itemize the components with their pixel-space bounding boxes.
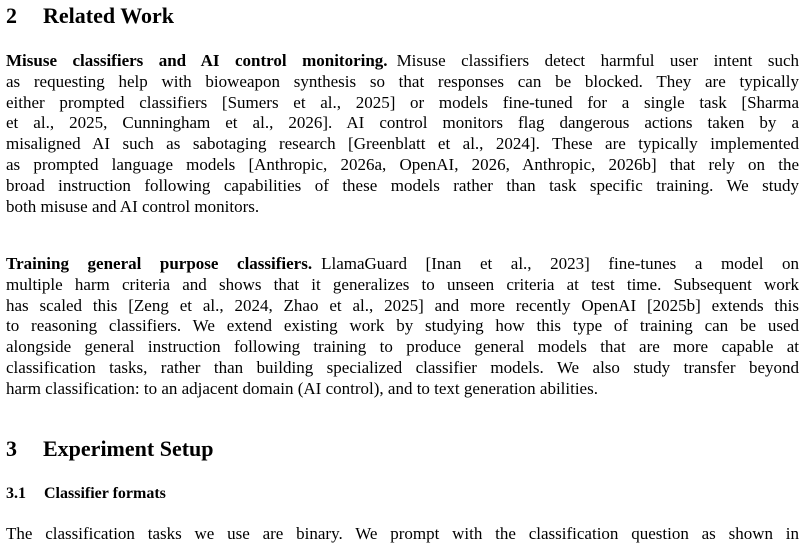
paragraph-line: harm classification: to an adjacent domain (AI control), and to text generation abilities. [6,378,598,398]
subsection-number: 3.1 [6,485,26,502]
paragraph-line: misaligned AI such as sabotaging research [Greenblatt et al., 2024]. These are typically implemented [6,134,799,154]
paragraph-classifier-formats [6,524,799,545]
run-in-heading: Misuse classifiers and AI control monitoring. [6,51,388,70]
section-title: Related Work [43,3,174,28]
paragraph-line: Training general purpose classifiers. LlamaGuard [Inan et al., 2023] fine-tunes a model on [6,254,799,273]
run-in-heading: Training general purpose classifiers. [6,254,313,273]
paragraph-line: classification tasks, rather than building specialized classifier models. We also study transfer beyond [6,357,799,377]
paragraph-line: alongside general instruction following training to produce general models that are more capable at [6,337,799,357]
section-title: Experiment Setup [43,436,214,461]
paragraph-line: et al., 2025, Cunningham et al., 2026]. AI control monitors flag dangerous actions taken by a [6,113,799,133]
paragraph-line: as requesting help with bioweapon synthesis so that responses can be blocked. They are typically [6,71,799,91]
paragraph-training-classifiers [6,254,799,400]
paragraph-line: multiple harm criteria and shows that it generalizes to unseen criteria at test time. Subsequent work [6,274,799,294]
paragraph-misuse-classifiers [6,51,799,217]
section-heading-related-work [6,3,174,29]
paragraph-line: either prompted classifiers [Sumers et al., 2025] or models fine-tuned for a single task [Sharma [6,92,799,112]
paragraph-line: broad instruction following capabilities of these models rather than task specific training. We study [6,175,799,195]
subsection-heading-classifier-formats [6,484,166,504]
paragraph-line: has scaled this [Zeng et al., 2024, Zhao et al., 2025] and more recently OpenAI [2025b] extends this [6,295,799,315]
paragraph-line: The classification tasks we use are binary. We prompt with the classification question as shown in [6,524,799,543]
paragraph-line: as prompted language models [Anthropic, 2026a, OpenAI, 2026, Anthropic, 2026b] that rely on the [6,154,799,174]
section-heading-experiment-setup [6,436,214,462]
section-number: 2 [6,3,17,28]
paragraph-line: to reasoning classifiers. We extend existing work by studying how this type of training can be used [6,316,799,336]
section-number: 3 [6,436,17,461]
paragraph-line: Misuse classifiers and AI control monitoring. Misuse classifiers detect harmful user intent such [6,51,799,70]
paragraph-line: both misuse and AI control monitors. [6,196,260,216]
subsection-title: Classifier formats [44,485,166,502]
